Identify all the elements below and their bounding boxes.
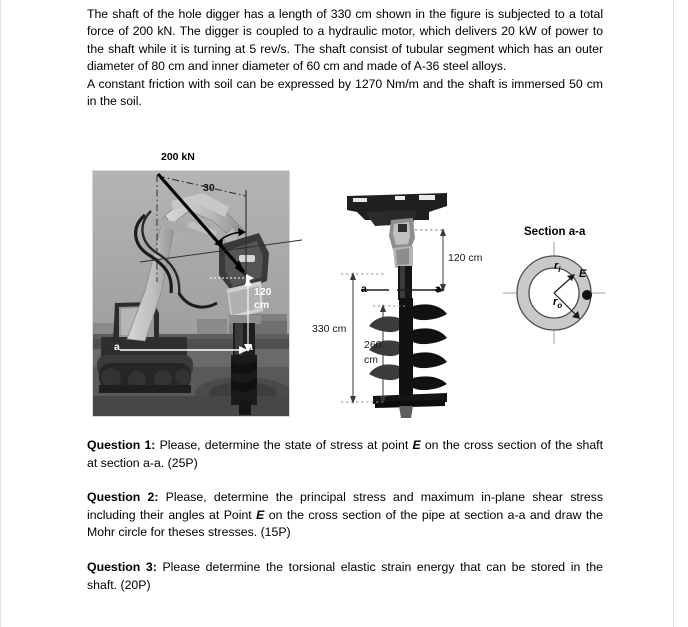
photo-dim-120-unit: cm [254, 299, 270, 311]
question-3 [87, 559, 603, 594]
radius-outer-symbol: r [553, 296, 558, 308]
photo-annotations [92, 150, 302, 420]
question-gap-2 [87, 542, 603, 559]
question-1-point-emphasis: E [412, 438, 421, 452]
auger-dim-260-unit: cm [364, 354, 378, 366]
photo-dim-120-value: 120 [254, 286, 272, 298]
radius-outer-label [553, 296, 562, 310]
photo-section-marker-right: a [247, 341, 253, 353]
force-label-200kn: 200 kN [161, 151, 195, 163]
question-1-text-after: on the cross section of the shaft at section a-a. (25P) [87, 438, 604, 470]
photo-section-marker-left: a [114, 341, 120, 353]
auger-diagram [301, 190, 491, 420]
question-2-text-before: Please, determine the principal stress and maximum in-plane shear stress including their angles at Point [87, 490, 603, 522]
question-1-text-before: Please, determine the state of stress at point [155, 438, 413, 452]
question-2-text-after: on the cross section of the pipe at section a-a and draw the Mohr circle for theses stresses. (15P) [87, 507, 603, 540]
question-1 [87, 437, 603, 472]
questions-block [87, 437, 603, 594]
intro-paragraph-1: The shaft of the hole digger has a length of 330 cm shown in the figure is subjected to a total force of 200 kN. The digger is coupled to a hydraulic motor, which delivers 20 kW of power to the shaft while it is turning at 5 rev/s. The shaft consist of tubular segment which has an outer diameter of 80 cm and inner diameter of 60 cm and made of A-36 steel alloys. [87, 7, 603, 74]
question-3-label: Question 3: [87, 559, 157, 574]
question-3-text-before: Please determine the torsional elastic strain energy that can be stored in the shaft. (20P) [87, 559, 604, 592]
section-title: Section a-a [524, 226, 586, 238]
intro-paragraph-2: A constant friction with soil can be expressed by 1270 Nm/m and the shaft is immersed 50 cm in the soil. [87, 76, 603, 109]
question-2 [87, 489, 603, 542]
document-body [87, 6, 603, 110]
auger-dim-330: 330 cm [312, 323, 347, 335]
point-e-label: E [579, 268, 587, 280]
radius-inner-label [554, 260, 561, 274]
auger-dim-120: 120 cm [448, 252, 483, 264]
auger-section-marker-right: a [435, 283, 441, 295]
angle-label-30: 30 [203, 182, 215, 194]
auger-section-marker-left: a [361, 283, 367, 295]
auger-dim-260-value: 260 [364, 339, 382, 351]
radius-inner-subscript: i [558, 265, 561, 275]
radius-outer-subscript: o [557, 301, 563, 311]
section-cross-section-diagram [501, 240, 607, 346]
question-2-label: Question 2: [87, 490, 159, 505]
radius-inner-symbol: r [554, 260, 559, 272]
question-2-point-emphasis: E [256, 507, 265, 522]
question-1-label: Question 1: [87, 438, 156, 452]
question-gap-1 [87, 472, 603, 489]
